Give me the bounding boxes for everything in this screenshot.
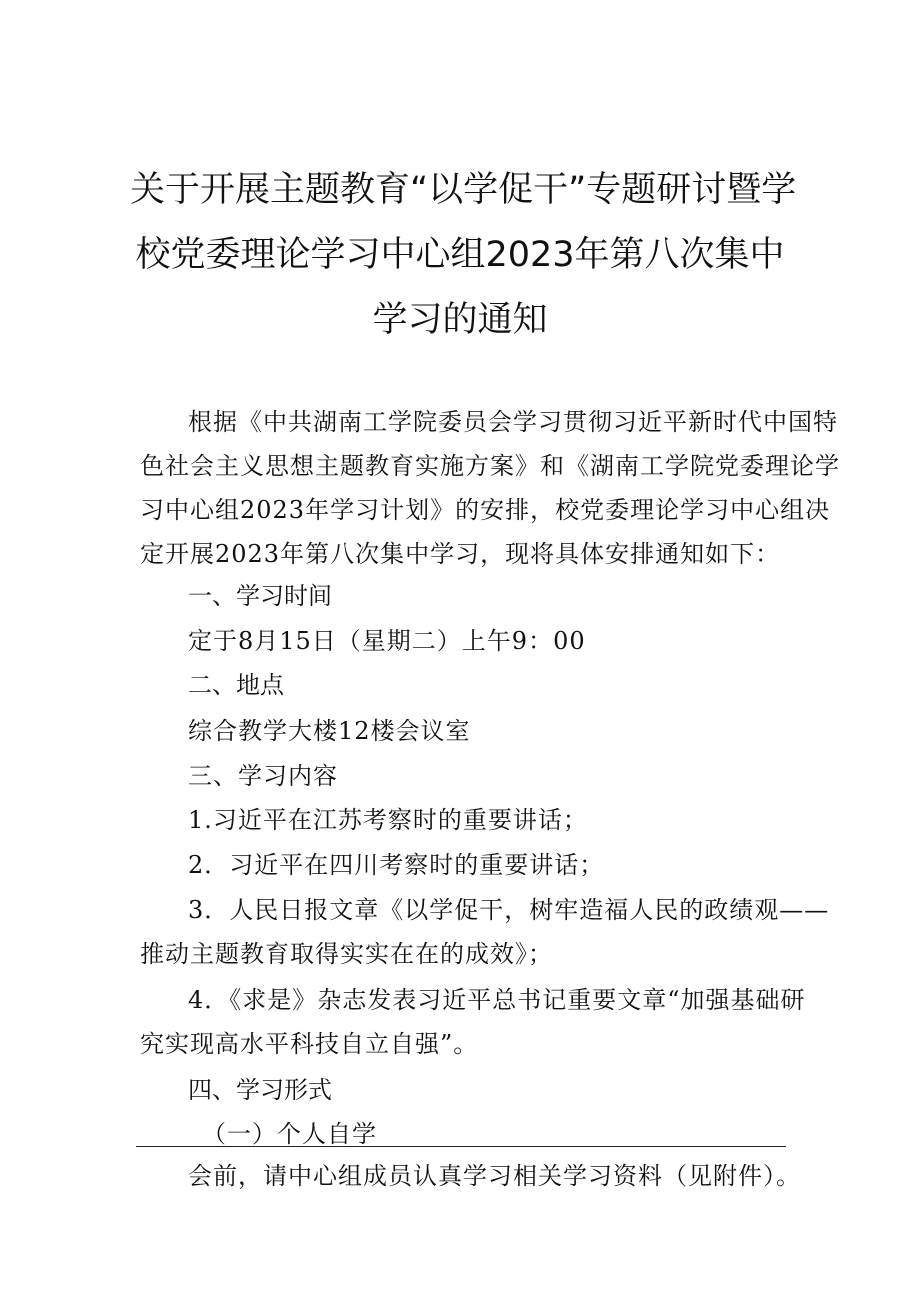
content-item-4-line-2: 究实现高水平科技自立自强”。	[140, 1030, 479, 1058]
intro-line-1: 根据《中共湖南工学院委员会学习贯彻习近平新时代中国特	[188, 408, 838, 436]
section-heading-form: 四、学习形式	[188, 1076, 332, 1104]
form-self-study-text: 会前，请中心组成员认真学习相关学习资料（见附件）。	[188, 1162, 801, 1190]
section-place-value: 综合教学大楼12楼会议室	[188, 717, 471, 745]
content-item-1: 1.习近平在江苏考察时的重要讲话；	[188, 806, 588, 834]
section-heading-place: 二、地点	[188, 671, 284, 699]
section-heading-content: 三、学习内容	[188, 762, 338, 790]
intro-line-2: 色社会主义思想主题教育实施方案》和《湖南工学院党委理论学	[140, 452, 840, 480]
document-title-line-1: 关于开展主题教育“以学促干”专题研讨暨学	[130, 170, 797, 210]
divider-rule	[136, 1146, 786, 1147]
content-item-3-line-1: 3．人民日报文章《以学促干，树牢造福人民的政绩观——	[188, 896, 830, 924]
document-title-line-2: 校党委理论学习中心组2023年第八次集中	[135, 235, 785, 275]
section-time-value: 定于8月15日（星期二）上午9：00	[188, 627, 586, 655]
intro-line-4: 定开展2023年第八次集中学习，现将具体安排通知如下：	[140, 540, 781, 568]
content-item-2: 2．习近平在四川考察时的重要讲话；	[188, 851, 605, 879]
document-title-line-3: 学习的通知	[372, 300, 548, 340]
content-item-4-line-1: 4．《求是》杂志发表习近平总书记重要文章“加强基础研	[188, 986, 806, 1014]
form-subheading-self-study: （一）个人自学	[202, 1120, 377, 1148]
section-heading-time: 一、学习时间	[188, 582, 332, 610]
intro-line-3: 习中心组2023年学习计划》的安排，校党委理论学习中心组决	[140, 496, 831, 524]
content-item-3-line-2: 推动主题教育取得实实在在的成效》；	[140, 940, 553, 968]
